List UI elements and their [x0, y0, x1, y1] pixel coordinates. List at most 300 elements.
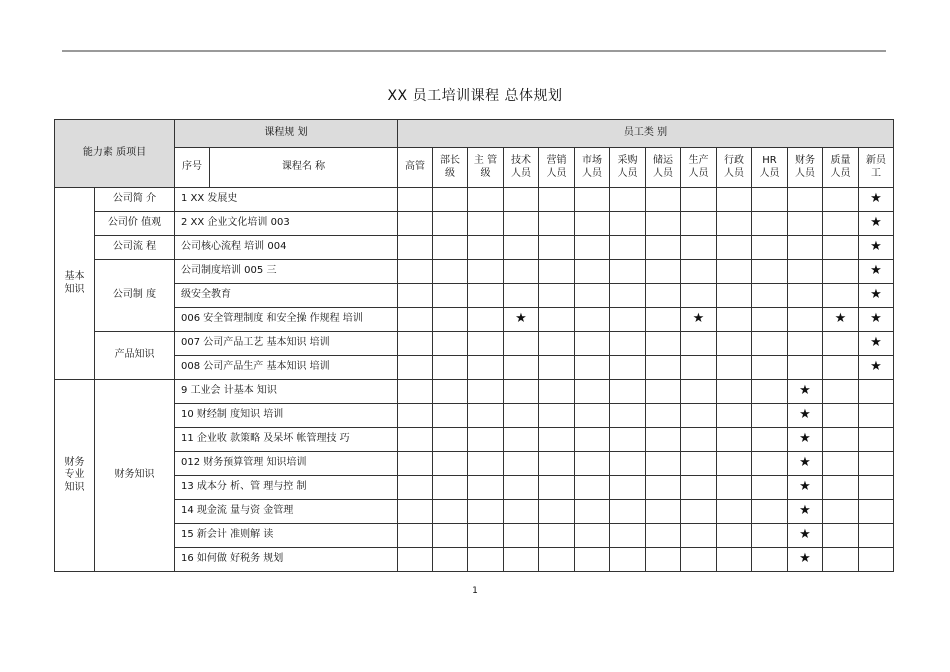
staff-col-header-line2: 人员: [688, 167, 709, 179]
staff-mark-cell: [646, 452, 681, 476]
staff-mark-cell: [433, 356, 468, 380]
staff-mark-cell: [717, 332, 752, 356]
staff-mark-cell: [681, 332, 717, 356]
staff-mark-cell: [575, 548, 610, 572]
staff-mark-cell: [788, 308, 823, 332]
staff-mark-cell: [610, 548, 646, 572]
staff-col-header-line2: 人员: [830, 167, 851, 179]
staff-mark-cell: [575, 236, 610, 260]
staff-col-header-line1: 生产: [688, 155, 709, 166]
staff-mark-cell: [504, 356, 539, 380]
staff-mark-cell: [788, 380, 823, 404]
staff-mark-cell: [646, 236, 681, 260]
table-row: [55, 380, 894, 404]
staff-mark-cell: [398, 548, 433, 572]
staff-mark-cell: [859, 260, 894, 284]
course-name-header: 课程名 称: [210, 148, 398, 188]
staff-mark-cell: [398, 260, 433, 284]
staff-mark-cell: [788, 236, 823, 260]
table-row: [55, 452, 894, 476]
staff-mark-cell: [646, 476, 681, 500]
staff-mark-cell: [575, 284, 610, 308]
staff-col-header-line1: 质量: [830, 155, 851, 166]
staff-mark-cell: [398, 284, 433, 308]
course-name-cell: 006 安全管理制度 和安全操 作规程 培训: [175, 308, 398, 332]
staff-col-header-line1: 储运: [653, 155, 673, 166]
course-name-cell: 008 公司产品生产 基本知识 培训: [175, 356, 398, 380]
staff-mark-cell: [504, 404, 539, 428]
star-icon: ★: [870, 239, 882, 255]
staff-mark-cell: [539, 356, 575, 380]
staff-mark-cell: [859, 428, 894, 452]
staff-mark-cell: [610, 188, 646, 212]
staff-col-header: [539, 148, 575, 188]
category-label-line: 基本: [64, 271, 85, 282]
staff-mark-cell: [681, 284, 717, 308]
staff-mark-cell: [752, 188, 788, 212]
staff-mark-cell: [539, 404, 575, 428]
star-icon: ★: [870, 311, 882, 327]
staff-mark-cell: [859, 236, 894, 260]
staff-mark-cell: [752, 260, 788, 284]
staff-mark-cell: [504, 380, 539, 404]
staff-mark-cell: [468, 380, 504, 404]
staff-col-header: [468, 148, 504, 188]
table-row: [55, 356, 894, 380]
staff-col-header-line2: 人员: [511, 167, 531, 179]
star-icon: ★: [799, 455, 811, 471]
staff-mark-cell: [398, 500, 433, 524]
staff-mark-cell: [717, 500, 752, 524]
category-label-line: 财务: [64, 456, 85, 468]
staff-mark-cell: [575, 308, 610, 332]
staff-mark-cell: [539, 380, 575, 404]
staff-mark-cell: [646, 380, 681, 404]
staff-col-header: [752, 148, 788, 188]
category-label-line: 知识: [64, 481, 85, 493]
staff-mark-cell: [859, 284, 894, 308]
staff-col-header-line2: 级: [445, 167, 455, 179]
staff-mark-cell: [859, 476, 894, 500]
staff-col-header-line1: 高管: [405, 161, 425, 173]
staff-mark-cell: [681, 524, 717, 548]
staff-mark-cell: [646, 428, 681, 452]
competency-header: 能力素 质项目: [55, 120, 175, 188]
table-row: [55, 212, 894, 236]
staff-mark-cell: [646, 524, 681, 548]
staff-mark-cell: [859, 332, 894, 356]
staff-mark-cell: [752, 500, 788, 524]
staff-mark-cell: [823, 500, 859, 524]
staff-mark-cell: [398, 356, 433, 380]
staff-mark-cell: [398, 380, 433, 404]
staff-mark-cell: [468, 548, 504, 572]
table-row: [55, 332, 894, 356]
staff-mark-cell: [859, 524, 894, 548]
staff-mark-cell: [717, 404, 752, 428]
staff-mark-cell: [539, 188, 575, 212]
staff-mark-cell: [752, 404, 788, 428]
staff-mark-cell: [752, 476, 788, 500]
staff-mark-cell: [681, 452, 717, 476]
star-icon: ★: [799, 527, 811, 543]
star-icon: ★: [799, 383, 811, 399]
table-row: [55, 284, 894, 308]
staff-mark-cell: [539, 500, 575, 524]
staff-col-header-line2: 工: [871, 167, 881, 179]
staff-mark-cell: [823, 260, 859, 284]
staff-mark-cell: [646, 212, 681, 236]
staff-mark-cell: [610, 236, 646, 260]
staff-col-header-line1: 技术: [511, 155, 531, 166]
staff-mark-cell: [788, 212, 823, 236]
staff-mark-cell: [823, 428, 859, 452]
staff-mark-cell: [468, 188, 504, 212]
staff-col-header-line2: 人员: [724, 167, 744, 179]
staff-mark-cell: [433, 260, 468, 284]
staff-mark-cell: [433, 524, 468, 548]
course-name-cell: 公司核心流程 培训 004: [175, 236, 398, 260]
course-name-cell: 9 工业会 计基本 知识: [175, 380, 398, 404]
course-name-cell: 16 如何做 好税务 规划: [175, 548, 398, 572]
staff-mark-cell: [646, 500, 681, 524]
staff-col-header: [788, 148, 823, 188]
staff-mark-cell: [788, 284, 823, 308]
staff-col-header: [717, 148, 752, 188]
staff-mark-cell: [646, 308, 681, 332]
course-name-cell: 2 XX 企业文化培训 003: [175, 212, 398, 236]
star-icon: ★: [799, 551, 811, 567]
staff-mark-cell: [539, 332, 575, 356]
staff-col-header-line2: 人员: [653, 167, 673, 179]
staff-mark-cell: [504, 524, 539, 548]
subitem-finance-knowledge: 财务知识: [95, 380, 175, 572]
staff-mark-cell: [788, 404, 823, 428]
star-icon: ★: [870, 359, 882, 375]
staff-mark-cell: [539, 236, 575, 260]
staff-mark-cell: [610, 284, 646, 308]
staff-mark-cell: [752, 428, 788, 452]
staff-mark-cell: [398, 212, 433, 236]
course-name-cell: 11 企业收 款策略 及呆坏 帐管理技 巧: [175, 428, 398, 452]
staff-mark-cell: [823, 548, 859, 572]
staff-col-header-line2: 人员: [582, 167, 602, 179]
staff-mark-cell: [398, 524, 433, 548]
staff-mark-cell: [468, 404, 504, 428]
course-name-cell: 007 公司产品工艺 基本知识 培训: [175, 332, 398, 356]
staff-mark-cell: [859, 356, 894, 380]
staff-mark-cell: [433, 380, 468, 404]
staff-col-header-line1: 行政: [724, 155, 744, 166]
staff-mark-cell: [433, 452, 468, 476]
staff-mark-cell: [681, 380, 717, 404]
staff-mark-cell: [610, 356, 646, 380]
staff-mark-cell: [681, 428, 717, 452]
course-name-cell: 级安全教育: [175, 284, 398, 308]
course-name-cell: 1 XX 发展史: [175, 188, 398, 212]
staff-mark-cell: [823, 380, 859, 404]
staff-col-header-line2: 人员: [617, 167, 638, 179]
staff-mark-cell: [610, 428, 646, 452]
staff-mark-cell: [646, 404, 681, 428]
course-name-cell: 公司制度培训 005 三: [175, 260, 398, 284]
training-plan-table: [54, 119, 894, 572]
staff-col-header: [681, 148, 717, 188]
staff-mark-cell: [539, 428, 575, 452]
staff-mark-cell: [610, 524, 646, 548]
staff-mark-cell: [823, 356, 859, 380]
staff-col-header-line1: 部长: [440, 155, 460, 166]
staff-mark-cell: [859, 452, 894, 476]
star-icon: ★: [515, 311, 527, 327]
staff-mark-cell: [788, 548, 823, 572]
staff-mark-cell: [823, 188, 859, 212]
staff-mark-cell: [468, 476, 504, 500]
document-title: XX 员工培训课程 总体规划: [387, 88, 563, 104]
staff-mark-cell: [823, 212, 859, 236]
table-row: [55, 308, 894, 332]
staff-mark-cell: [859, 548, 894, 572]
staff-mark-cell: [681, 260, 717, 284]
staff-mark-cell: [575, 524, 610, 548]
staff-mark-cell: [752, 332, 788, 356]
staff-mark-cell: [681, 548, 717, 572]
star-icon: ★: [799, 503, 811, 519]
table-row: [55, 476, 894, 500]
staff-mark-cell: [717, 380, 752, 404]
subitem-company-intro: 公司简 介: [95, 188, 175, 212]
staff-mark-cell: [575, 188, 610, 212]
staff-mark-cell: [504, 548, 539, 572]
staff-mark-cell: [468, 284, 504, 308]
staff-mark-cell: [859, 380, 894, 404]
staff-mark-cell: [575, 500, 610, 524]
course-name-cell: 012 财务预算管理 知识培训: [175, 452, 398, 476]
staff-mark-cell: [575, 356, 610, 380]
staff-mark-cell: [717, 476, 752, 500]
staff-mark-cell: [717, 284, 752, 308]
staff-mark-cell: [717, 428, 752, 452]
staff-mark-cell: [717, 524, 752, 548]
staff-mark-cell: [468, 428, 504, 452]
staff-mark-cell: [433, 284, 468, 308]
staff-mark-cell: [788, 188, 823, 212]
staff-mark-cell: [504, 284, 539, 308]
table-row: [55, 500, 894, 524]
staff-col-header-line2: 人员: [546, 167, 567, 179]
staff-mark-cell: [646, 548, 681, 572]
staff-mark-cell: [539, 524, 575, 548]
staff-mark-cell: [504, 308, 539, 332]
course-name-cell: 13 成本分 析、管 理与控 制: [175, 476, 398, 500]
staff-mark-cell: [398, 332, 433, 356]
staff-mark-cell: [610, 476, 646, 500]
staff-mark-cell: [859, 212, 894, 236]
staff-mark-cell: [823, 452, 859, 476]
staff-mark-cell: [539, 260, 575, 284]
subitem-company-system: 公司制 度: [95, 260, 175, 332]
star-icon: ★: [870, 215, 882, 231]
staff-col-header-line2: 人员: [759, 167, 780, 179]
staff-mark-cell: [859, 308, 894, 332]
staff-mark-cell: [823, 284, 859, 308]
staff-mark-cell: [717, 236, 752, 260]
category-label-line: 知识: [64, 283, 85, 295]
star-icon: ★: [870, 335, 882, 351]
staff-col-header: [433, 148, 468, 188]
category-finance-knowledge: [55, 380, 95, 572]
staff-mark-cell: [752, 284, 788, 308]
staff-mark-cell: [788, 356, 823, 380]
staff-mark-cell: [398, 404, 433, 428]
staff-mark-cell: [717, 188, 752, 212]
staff-mark-cell: [504, 476, 539, 500]
staff-mark-cell: [468, 212, 504, 236]
staff-mark-cell: [788, 332, 823, 356]
staff-mark-cell: [539, 308, 575, 332]
staff-mark-cell: [717, 452, 752, 476]
staff-mark-cell: [823, 308, 859, 332]
staff-mark-cell: [859, 500, 894, 524]
staff-mark-cell: [610, 452, 646, 476]
staff-mark-cell: [681, 500, 717, 524]
staff-mark-cell: [610, 308, 646, 332]
staff-mark-cell: [575, 452, 610, 476]
staff-mark-cell: [468, 524, 504, 548]
staff-col-header-line1: 财务: [795, 155, 815, 166]
top-rule: [62, 50, 886, 52]
staff-mark-cell: [788, 476, 823, 500]
staff-mark-cell: [504, 188, 539, 212]
staff-mark-cell: [752, 308, 788, 332]
header-row-1: [55, 120, 894, 148]
star-icon: ★: [834, 311, 847, 327]
staff-mark-cell: [539, 476, 575, 500]
staff-mark-cell: [610, 404, 646, 428]
staff-col-header: [646, 148, 681, 188]
staff-mark-cell: [398, 308, 433, 332]
staff-mark-cell: [717, 260, 752, 284]
staff-mark-cell: [433, 188, 468, 212]
staff-mark-cell: [398, 236, 433, 260]
subitem-company-process: 公司流 程: [95, 236, 175, 260]
staff-mark-cell: [468, 332, 504, 356]
staff-mark-cell: [823, 524, 859, 548]
table-row: [55, 260, 894, 284]
staff-col-header-line1: 营销: [546, 155, 567, 166]
staff-mark-cell: [681, 212, 717, 236]
staff-mark-cell: [575, 380, 610, 404]
staff-mark-cell: [610, 380, 646, 404]
staff-mark-cell: [575, 428, 610, 452]
staff-mark-cell: [433, 428, 468, 452]
staff-mark-cell: [468, 452, 504, 476]
table-row: [55, 428, 894, 452]
staff-mark-cell: [539, 284, 575, 308]
staff-col-header-line1: 采购: [617, 155, 638, 166]
staff-mark-cell: [646, 356, 681, 380]
star-icon: ★: [870, 191, 882, 207]
staff-mark-cell: [504, 500, 539, 524]
staff-mark-cell: [717, 548, 752, 572]
staff-mark-cell: [681, 188, 717, 212]
staff-mark-cell: [752, 236, 788, 260]
staff-mark-cell: [823, 332, 859, 356]
staff-mark-cell: [468, 500, 504, 524]
star-icon: ★: [799, 431, 811, 447]
staff-mark-cell: [681, 356, 717, 380]
staff-col-header: [575, 148, 610, 188]
course-plan-header: 课程规 划: [175, 120, 398, 148]
staff-mark-cell: [468, 308, 504, 332]
staff-mark-cell: [575, 404, 610, 428]
star-icon: ★: [870, 287, 882, 303]
staff-mark-cell: [398, 428, 433, 452]
staff-mark-cell: [610, 212, 646, 236]
staff-mark-cell: [539, 452, 575, 476]
staff-mark-cell: [468, 260, 504, 284]
staff-mark-cell: [610, 260, 646, 284]
staff-mark-cell: [504, 428, 539, 452]
staff-mark-cell: [752, 548, 788, 572]
staff-mark-cell: [752, 356, 788, 380]
staff-mark-cell: [788, 524, 823, 548]
staff-mark-cell: [610, 332, 646, 356]
staff-mark-cell: [681, 404, 717, 428]
star-icon: ★: [870, 263, 882, 279]
staff-mark-cell: [646, 188, 681, 212]
staff-mark-cell: [575, 332, 610, 356]
staff-mark-cell: [717, 212, 752, 236]
staff-col-header-line2: 人员: [795, 167, 815, 179]
staff-col-header-line1: 主 管: [473, 155, 498, 166]
subitem-product-knowledge: 产品知识: [95, 332, 175, 380]
staff-mark-cell: [433, 212, 468, 236]
staff-mark-cell: [398, 476, 433, 500]
course-name-cell: 10 财经制 度知识 培训: [175, 404, 398, 428]
staff-mark-cell: [646, 332, 681, 356]
staff-mark-cell: [504, 452, 539, 476]
star-icon: ★: [692, 311, 705, 327]
staff-mark-cell: [539, 548, 575, 572]
seq-header: 序号: [175, 148, 210, 188]
staff-col-header: [859, 148, 894, 188]
staff-mark-cell: [717, 308, 752, 332]
staff-mark-cell: [859, 188, 894, 212]
page-number: 1: [472, 586, 478, 596]
table-row: [55, 188, 894, 212]
staff-mark-cell: [433, 236, 468, 260]
staff-mark-cell: [575, 476, 610, 500]
staff-mark-cell: [823, 404, 859, 428]
course-name-cell: 14 现金流 量与资 金管理: [175, 500, 398, 524]
staff-mark-cell: [788, 500, 823, 524]
table-row: [55, 236, 894, 260]
category-label-line: 专业: [64, 469, 85, 481]
staff-mark-cell: [433, 548, 468, 572]
staff-col-header: [504, 148, 539, 188]
staff-mark-cell: [646, 284, 681, 308]
table-row: [55, 548, 894, 572]
staff-mark-cell: [681, 308, 717, 332]
staff-mark-cell: [752, 524, 788, 548]
staff-mark-cell: [433, 476, 468, 500]
star-icon: ★: [799, 407, 811, 423]
staff-mark-cell: [575, 212, 610, 236]
staff-mark-cell: [468, 236, 504, 260]
staff-mark-cell: [433, 404, 468, 428]
staff-mark-cell: [788, 428, 823, 452]
